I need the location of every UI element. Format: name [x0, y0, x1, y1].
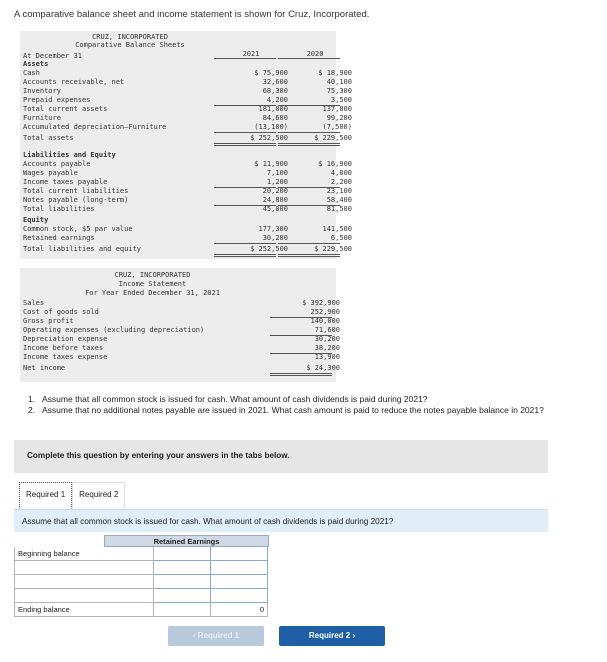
is-title-statement: Income Statement: [118, 280, 187, 288]
bs-value-2020: 75,300: [326, 87, 352, 95]
balance-sheet: [20, 31, 352, 259]
re-row-input: [14, 589, 269, 603]
ending-balance-label: Ending balance: [14, 603, 154, 617]
bs-value-2021: (13,100): [254, 123, 288, 131]
is-row-value: 30,200: [314, 335, 340, 343]
bs-value-2020: 99,200: [326, 114, 352, 122]
bs-row-label: Accumulated depreciation—Furniture: [23, 123, 167, 131]
bs-date-label: At December 31: [23, 52, 83, 60]
bs-value-2020: 2,200: [330, 178, 352, 186]
is-row-label: Depreciation expense: [23, 335, 108, 343]
re-row-input: [14, 575, 269, 589]
bs-row-label: Wages payable: [23, 169, 78, 177]
is-row-label: Gross profit: [23, 317, 74, 325]
re-row-ending: [14, 603, 269, 617]
tab-required-2[interactable]: Required 2: [72, 482, 125, 509]
bs-value-2021: 1,200: [266, 178, 288, 186]
is-row-value: 252,900: [310, 308, 340, 316]
retained-earnings-table: [14, 535, 269, 617]
re-table-header: Retained Earnings: [104, 535, 269, 547]
re-debit-cell[interactable]: [154, 561, 211, 575]
is-row-label: Sales: [23, 299, 45, 307]
bs-row-label: Total current assets: [23, 105, 108, 113]
is-title-company: CRUZ, INCORPORATED: [114, 271, 191, 279]
bs-value-2020: 137,800: [322, 105, 352, 113]
is-row-value: 13,900: [314, 353, 340, 361]
question-1: 1. Assume that all common stock is issued for cash. What amount of cash dividends is paid during 2021?: [28, 394, 428, 404]
bs-row-label: Accounts payable: [23, 160, 91, 168]
bs-row-label: Total assets: [23, 134, 74, 142]
re-debit-cell[interactable]: [154, 547, 211, 561]
intro-text: A comparative balance sheet and income statement is shown for Cruz, Incorporated.: [14, 9, 370, 20]
re-row-input: [14, 561, 269, 575]
is-row-value: 38,200: [314, 344, 340, 352]
bs-value-2020: $ 16,900: [318, 160, 352, 168]
tab-bar: [19, 482, 125, 509]
bs-value-2020: 6,500: [330, 234, 352, 242]
re-debit-cell[interactable]: [154, 575, 211, 589]
income-statement: [20, 268, 340, 382]
question-2: 2. Assume that no additional notes payable are issued in 2021. What cash amount is paid to reduce the notes payable balance in 2021?: [28, 404, 544, 415]
is-row-label: Income before taxes: [23, 344, 104, 352]
bs-value-2021: 68,300: [262, 87, 288, 95]
bs-value-2020: 58,400: [326, 196, 352, 204]
bs-value-2020: $ 18,900: [318, 69, 352, 77]
bs-row-label: Total current liabilities: [23, 187, 129, 195]
bs-value-2021: 177,300: [258, 225, 288, 233]
bs-row-label: Common stock, $5 par value: [23, 225, 133, 233]
bs-value-2021: 4,200: [266, 96, 288, 104]
bs-row-label: Accounts receivable, net: [23, 78, 125, 86]
bs-value-2021: 181,000: [258, 105, 288, 113]
equity-heading: Equity: [23, 216, 49, 224]
re-label-input[interactable]: [14, 589, 154, 603]
re-credit-cell[interactable]: [211, 547, 268, 561]
bs-value-2020: $ 229,500: [314, 134, 352, 142]
bs-value-2021: $ 252,500: [250, 134, 288, 142]
bs-value-2020: 141,500: [322, 225, 352, 233]
bs-col-2021: 2021: [242, 50, 260, 58]
bs-value-2021: 32,600: [262, 78, 288, 86]
bs-row-label: Retained earnings: [23, 234, 95, 242]
re-ending-value: 0: [211, 603, 268, 617]
chevron-left-icon: ‹: [192, 631, 196, 640]
bs-value-2020: $ 229,500: [314, 245, 352, 253]
liab-heading: Liabilities and Equity: [23, 151, 116, 159]
bs-row-label: Prepaid expenses: [23, 96, 91, 104]
is-row-value: 71,600: [314, 326, 340, 334]
bs-value-2021: 45,000: [262, 205, 288, 213]
bs-value-2021: 7,100: [266, 169, 288, 177]
chevron-right-icon: ›: [352, 631, 356, 640]
bs-row-label: Furniture: [23, 114, 61, 122]
re-label-input[interactable]: [14, 575, 154, 589]
is-row-value: 140,000: [310, 317, 340, 325]
bs-value-2021: $ 252,500: [250, 245, 288, 253]
bs-value-2020: 3,500: [330, 96, 352, 104]
re-credit-cell[interactable]: [211, 575, 268, 589]
re-row-beginning: [14, 547, 269, 561]
question-prompt: Assume that all common stock is issued for cash. What amount of cash dividends is paid during 2021?: [14, 509, 548, 532]
bs-value-2021: $ 75,900: [254, 69, 288, 77]
beginning-balance-label: Beginning balance: [14, 547, 154, 561]
bs-value-2020: 40,100: [326, 78, 352, 86]
re-debit-cell[interactable]: [154, 589, 211, 603]
bs-value-2020: 4,000: [330, 169, 352, 177]
assets-heading: Assets: [23, 60, 49, 68]
is-row-label: Income taxes expense: [23, 353, 108, 361]
is-row-value: $ 24,300: [306, 364, 340, 372]
is-row-label: Net income: [23, 364, 66, 372]
bs-row-label: Inventory: [23, 87, 61, 95]
is-row-label: Cost of goods sold: [23, 308, 99, 316]
bs-row-label: Total liabilities and equity: [23, 245, 142, 253]
bs-title-company: CRUZ, INCORPORATED: [92, 33, 168, 41]
bs-value-2020: 81,500: [326, 205, 352, 213]
bs-title-statement: Comparative Balance Sheets: [75, 41, 185, 49]
bs-value-2021: 84,600: [262, 114, 288, 122]
bs-value-2020: (7,500): [322, 123, 352, 131]
bs-row-label: Total liabilities: [23, 205, 95, 213]
bs-value-2021: 20,200: [262, 187, 288, 195]
re-credit-cell[interactable]: [211, 589, 268, 603]
bs-value-2021: 30,200: [262, 234, 288, 242]
bs-col-2020: 2020: [306, 50, 324, 58]
is-title-period: For Year Ended December 31, 2021: [85, 289, 220, 297]
instructions-bar: Complete this question by entering your answers in the tabs below.: [14, 440, 548, 473]
bs-row-label: Cash: [23, 69, 40, 77]
bs-row-label: Income taxes payable: [23, 178, 108, 186]
bs-value-2021: $ 11,900: [254, 160, 288, 168]
re-ending-debit: [154, 603, 211, 617]
bs-value-2021: 24,800: [262, 196, 288, 204]
re-credit-cell[interactable]: [211, 561, 268, 575]
bs-row-label: Notes payable (long-term): [23, 196, 129, 204]
next-button[interactable]: Required 2 ›: [279, 626, 385, 646]
bs-value-2020: 23,100: [326, 187, 352, 195]
prev-button[interactable]: ‹ Required 1: [168, 626, 264, 646]
tab-required-1[interactable]: Required 1: [19, 482, 72, 509]
is-row-label: Operating expenses (excluding depreciation): [23, 326, 205, 334]
re-label-input[interactable]: [14, 561, 154, 575]
is-row-value: $ 392,900: [302, 299, 340, 307]
questions: [28, 394, 598, 415]
